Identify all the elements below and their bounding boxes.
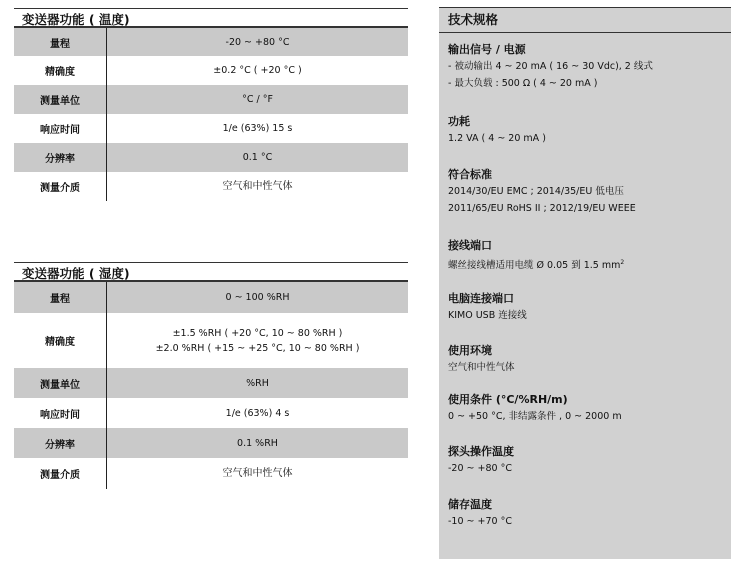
conditions-line-1: 0 ~ +50 °C, 非结露条件 , 0 ~ 2000 m <box>448 411 622 422</box>
table-row <box>14 143 408 172</box>
row-label: 分辨率 <box>14 143 107 172</box>
row-label: 测量介质 <box>14 172 107 201</box>
pc-block <box>448 291 725 324</box>
row-label: 测量介质 <box>14 458 107 489</box>
row-label: 分辨率 <box>14 428 107 458</box>
accuracy-line-1: ±1.5 %RH ( +20 °C, 10 ~ 80 %RH ) <box>172 327 343 339</box>
standards-block <box>448 167 725 217</box>
row-label: 精确度 <box>14 313 107 368</box>
humidity-table <box>14 262 408 489</box>
row-value: 空气和中性气体 <box>222 468 293 479</box>
storage-heading: 储存温度 <box>448 498 492 511</box>
row-value <box>107 326 408 356</box>
standards-line-1: 2014/30/EU EMC ; 2014/35/EU 低电压 <box>448 186 624 197</box>
pc-line-1: KIMO USB 连接线 <box>448 310 527 321</box>
row-value: 0.1 %RH <box>237 437 278 449</box>
accuracy-line-2: ±2.0 %RH ( +15 ~ +25 °C, 10 ~ 80 %RH ) <box>155 342 360 354</box>
row-value: 0 ~ 100 %RH <box>225 292 290 303</box>
terminal-line-1 <box>448 254 725 274</box>
terminal-sup: 2 <box>620 259 625 266</box>
row-value: 1/e (63%) 15 s <box>222 123 293 134</box>
table-row <box>14 458 408 489</box>
temperature-table <box>14 8 408 201</box>
humidity-title: 变送器功能 ( 湿度) <box>14 262 408 282</box>
env-line-1: 空气和中性气体 <box>448 362 515 373</box>
row-label: 响应时间 <box>14 398 107 428</box>
table-row <box>14 28 408 56</box>
table-row <box>14 428 408 458</box>
row-value: %RH <box>246 377 269 389</box>
row-label: 响应时间 <box>14 114 107 143</box>
power-line-1: 1.2 VA ( 4 ~ 20 mA ) <box>448 133 546 144</box>
output-heading: 输出信号 / 电源 <box>448 43 526 56</box>
output-line-1: - 被动输出 4 ~ 20 mA ( 16 ~ 30 Vdc), 2 线式 <box>448 61 653 72</box>
table-row <box>14 85 408 114</box>
table-row <box>14 313 408 368</box>
row-value: 0.1 °C <box>242 152 273 163</box>
probe-temp-line-1: -20 ~ +80 °C <box>448 463 512 474</box>
row-label: 精确度 <box>14 56 107 85</box>
row-label: 量程 <box>14 282 107 313</box>
table-row <box>14 282 408 313</box>
table-row <box>14 172 408 201</box>
table-row <box>14 368 408 398</box>
table-row <box>14 114 408 143</box>
env-block <box>448 343 725 376</box>
storage-line-1: -10 ~ +70 °C <box>448 516 512 527</box>
standards-heading: 符合标准 <box>448 168 492 181</box>
power-block <box>448 114 725 147</box>
row-value: 1/e (63%) 4 s <box>225 407 290 419</box>
terminal-block <box>448 238 725 274</box>
specs-title: 技术规格 <box>439 7 731 33</box>
temperature-title: 变送器功能 ( 温度) <box>14 8 408 28</box>
power-heading: 功耗 <box>448 115 470 128</box>
probe-temp-heading: 探头操作温度 <box>448 445 514 458</box>
row-value: ±0.2 °C ( +20 °C ) <box>213 65 302 76</box>
row-label: 量程 <box>14 28 107 56</box>
storage-block <box>448 497 725 530</box>
row-value: 空气和中性气体 <box>222 181 293 192</box>
row-value: -20 ~ +80 °C <box>225 36 290 48</box>
pc-heading: 电脑连接端口 <box>448 292 514 305</box>
output-line-2: - 最大负载 : 500 Ω ( 4 ~ 20 mA ) <box>448 78 598 89</box>
terminal-text: 螺丝接线槽适用电缆 Ø 0.05 到 1.5 mm <box>448 260 621 272</box>
env-heading: 使用环境 <box>448 344 492 357</box>
table-row <box>14 56 408 85</box>
row-label: 测量单位 <box>14 85 107 114</box>
row-value: °C / °F <box>242 94 273 105</box>
probe-temp-block <box>448 444 725 477</box>
conditions-block <box>448 392 725 425</box>
conditions-heading: 使用条件 (°C/%RH/m) <box>448 393 568 406</box>
terminal-heading: 接线端口 <box>448 239 492 252</box>
output-block <box>448 42 725 92</box>
table-row <box>14 398 408 428</box>
specs-panel <box>439 7 731 559</box>
row-label: 测量单位 <box>14 368 107 398</box>
standards-line-2: 2011/65/EU RoHS II ; 2012/19/EU WEEE <box>448 203 636 214</box>
